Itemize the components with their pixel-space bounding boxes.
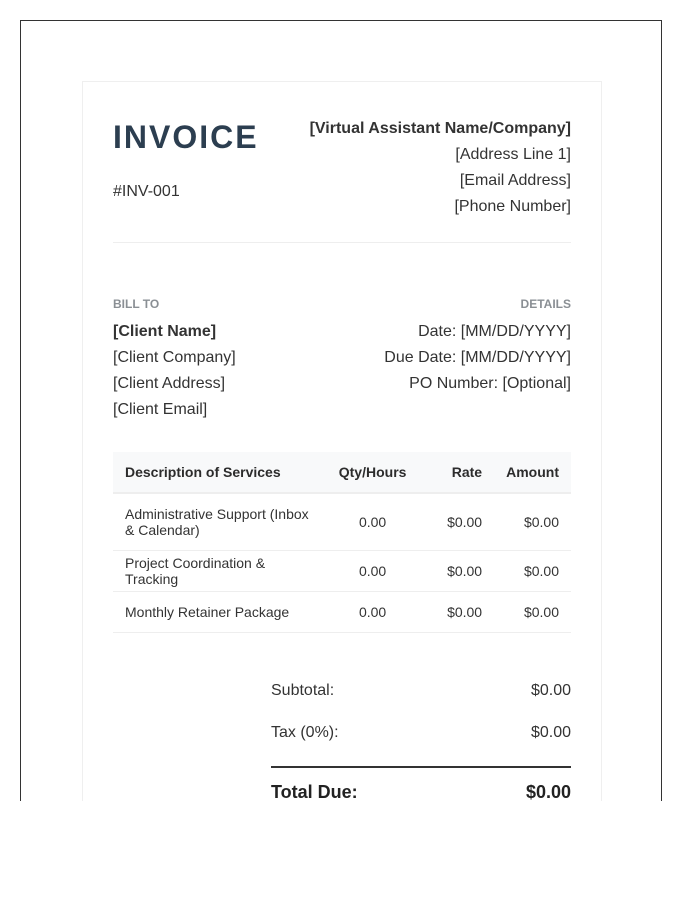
- row-rate: $0.00: [419, 551, 494, 592]
- total-due-label: Total Due:: [271, 782, 358, 801]
- total-due-value: $0.00: [525, 782, 571, 801]
- table-header-row: [113, 452, 571, 493]
- po-number: PO Number: [Optional]: [409, 375, 571, 392]
- bill-to-label: BILL TO: [113, 297, 160, 311]
- header-divider: [113, 242, 571, 243]
- document-page: [20, 20, 662, 801]
- totals-section: [271, 682, 571, 801]
- subtotal-label: Subtotal:: [271, 682, 335, 699]
- header-qty: Qty/Hours: [326, 452, 420, 493]
- row-amount: $0.00: [494, 551, 571, 592]
- row-description: Monthly Retainer Package: [113, 592, 326, 633]
- invoice-card: [82, 81, 602, 801]
- row-amount: $0.00: [494, 592, 571, 633]
- invoice-number: #INV-001: [113, 183, 180, 200]
- total-due-row: [271, 768, 571, 801]
- subtotal-value: $0.00: [530, 682, 571, 699]
- bill-to-section: [113, 297, 236, 423]
- row-qty: 0.00: [326, 592, 420, 633]
- details-section: [384, 297, 571, 397]
- company-address: [Address Line 1]: [455, 146, 571, 163]
- table-row: [113, 551, 571, 592]
- header-description: Description of Services: [113, 452, 326, 493]
- table-row: [113, 592, 571, 633]
- row-amount: $0.00: [494, 493, 571, 551]
- tax-row: [271, 724, 571, 766]
- services-table: [113, 452, 571, 633]
- subtotal-row: [271, 682, 571, 724]
- invoice-date: Date: [MM/DD/YYYY]: [418, 323, 571, 340]
- row-description: Administrative Support (Inbox & Calendar): [113, 493, 326, 551]
- company-name: [Virtual Assistant Name/Company]: [309, 120, 571, 137]
- header-amount: Amount: [494, 452, 571, 493]
- row-qty: 0.00: [326, 493, 420, 551]
- table-row: [113, 493, 571, 551]
- company-info: [310, 116, 571, 220]
- due-date: Due Date: [MM/DD/YYYY]: [384, 349, 571, 366]
- row-description: Project Coordination & Tracking: [113, 551, 326, 592]
- details-label: DETAILS: [520, 297, 571, 311]
- invoice-title: INVOICE: [113, 119, 259, 155]
- client-address: [Client Address]: [113, 375, 226, 392]
- client-name: [Client Name]: [113, 323, 217, 340]
- row-rate: $0.00: [419, 493, 494, 551]
- tax-label: Tax (0%):: [271, 724, 339, 741]
- header-rate: Rate: [419, 452, 494, 493]
- tax-value: $0.00: [530, 724, 571, 741]
- company-phone: [Phone Number]: [454, 198, 571, 215]
- company-email: [Email Address]: [459, 172, 571, 189]
- client-company: [Client Company]: [113, 349, 236, 366]
- row-rate: $0.00: [419, 592, 494, 633]
- client-email: [Client Email]: [113, 401, 208, 418]
- row-qty: 0.00: [326, 551, 420, 592]
